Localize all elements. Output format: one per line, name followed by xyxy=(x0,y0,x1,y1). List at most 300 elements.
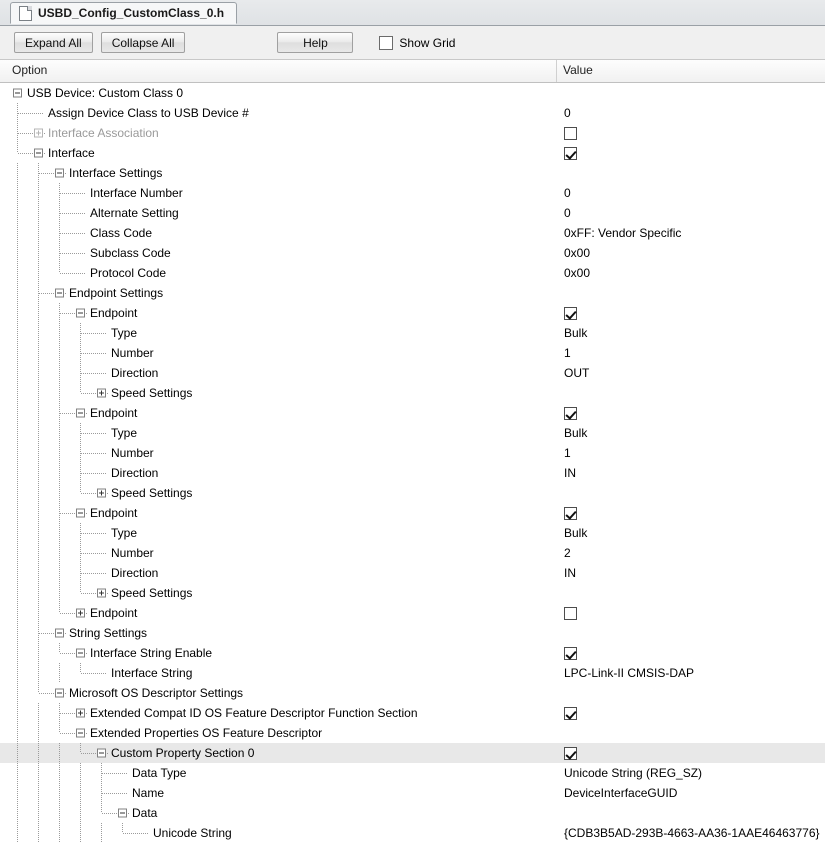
tree-row-option-cell[interactable] xyxy=(0,823,557,843)
tree-row-option-cell[interactable] xyxy=(0,163,557,183)
tree-row[interactable] xyxy=(0,743,825,763)
tree-guide-line xyxy=(60,233,86,234)
tree-row[interactable] xyxy=(0,223,825,243)
show-grid-checkbox[interactable] xyxy=(379,36,455,50)
value-text: OUT xyxy=(564,366,590,380)
collapse-icon[interactable] xyxy=(55,689,64,698)
tree-guide-line xyxy=(17,323,18,343)
tree-guide-line xyxy=(38,563,39,583)
value-text: Bulk xyxy=(564,326,588,340)
tree-guide-line xyxy=(38,683,39,693)
tree-guide-line xyxy=(59,763,60,783)
tree-row[interactable] xyxy=(0,463,825,483)
tree-guide-line xyxy=(81,673,107,674)
tree-row-value-cell[interactable] xyxy=(557,403,825,423)
value-text: Bulk xyxy=(564,526,588,540)
tree-guide-line xyxy=(80,383,81,393)
tree-guide-line xyxy=(38,263,39,283)
collapse-icon[interactable] xyxy=(76,729,85,738)
tree-guide-line xyxy=(17,803,18,823)
tree-guide-line xyxy=(59,663,60,683)
tree-row[interactable] xyxy=(0,523,825,543)
tree-row-option-cell[interactable] xyxy=(0,383,557,403)
tree-row-option-cell[interactable] xyxy=(0,323,557,343)
tree-guide-line xyxy=(17,723,18,743)
collapse-icon[interactable] xyxy=(55,169,64,178)
value-text: 2 xyxy=(564,546,571,560)
tree-row-option-cell[interactable] xyxy=(0,463,557,483)
tree-guide-line xyxy=(38,503,39,523)
tree-guide-line xyxy=(17,603,18,623)
tree-guide-line xyxy=(80,783,81,803)
tree-guide-line xyxy=(38,383,39,403)
tree-guide-line xyxy=(38,803,39,823)
collapse-all-button[interactable]: Collapse All xyxy=(101,32,186,53)
tree-row[interactable] xyxy=(0,563,825,583)
tree-row-label: Interface String xyxy=(111,666,193,680)
tree-guide-line xyxy=(17,203,18,223)
tree-row[interactable] xyxy=(0,123,825,143)
collapse-icon[interactable] xyxy=(118,809,127,818)
tree-row-value-cell[interactable] xyxy=(557,303,825,323)
tree-row-option-cell[interactable] xyxy=(0,183,557,203)
tree-row-label: Number xyxy=(111,446,154,460)
tree-row-option-cell[interactable] xyxy=(0,503,557,523)
tree-row-label: Assign Device Class to USB Device # xyxy=(48,106,249,120)
tree-row-value-cell[interactable] xyxy=(557,623,825,643)
tree-guide-line xyxy=(60,273,86,274)
tree-row-option-cell[interactable] xyxy=(0,103,557,123)
expand-icon[interactable] xyxy=(76,609,85,618)
tree-row-option-cell[interactable] xyxy=(0,803,557,823)
value-text: 0 xyxy=(564,206,571,220)
tree-guide-line xyxy=(38,703,39,723)
tree-row-label: Endpoint xyxy=(90,606,138,620)
tree-guide-line xyxy=(81,533,107,534)
tree-row-value-cell[interactable] xyxy=(557,483,825,503)
tree-row-option-cell[interactable] xyxy=(0,643,557,663)
tree-guide-line xyxy=(17,463,18,483)
tree-row[interactable] xyxy=(0,303,825,323)
tree-row-value-cell[interactable] xyxy=(557,443,825,463)
tree-row[interactable] xyxy=(0,663,825,683)
tree-row[interactable] xyxy=(0,103,825,123)
tree-row-label: Endpoint xyxy=(90,306,138,320)
tree-row[interactable] xyxy=(0,703,825,723)
tree-guide-line xyxy=(17,143,18,153)
tree-guide-line xyxy=(59,783,60,803)
help-button[interactable]: Help xyxy=(277,32,353,53)
value-text: LPC-Link-II CMSIS-DAP xyxy=(564,666,695,680)
value-checkbox[interactable] xyxy=(564,607,577,620)
tree-row-value-cell[interactable] xyxy=(557,783,825,803)
expand-icon[interactable] xyxy=(97,489,106,498)
tree-row-value-cell[interactable] xyxy=(557,583,825,603)
tree-guide-line xyxy=(38,663,39,683)
tree-guide-line xyxy=(123,833,149,834)
value-checkbox[interactable] xyxy=(564,407,577,420)
tree-guide-line xyxy=(59,323,60,343)
tree-guide-line xyxy=(59,343,60,363)
tree-row-option-cell[interactable] xyxy=(0,623,557,643)
tree-row-value-cell[interactable] xyxy=(557,523,825,543)
tree-row-value-cell[interactable] xyxy=(557,263,825,283)
tree-guide-line xyxy=(38,423,39,443)
tree-guide-line xyxy=(59,563,60,583)
tree-guide-line xyxy=(17,703,18,723)
tree-row[interactable] xyxy=(0,343,825,363)
tree-guide-line xyxy=(17,263,18,283)
tree-guide-line xyxy=(60,253,86,254)
value-text: 0 xyxy=(564,106,571,120)
tree-guide-line xyxy=(59,443,60,463)
tree-guide-line xyxy=(17,303,18,323)
tree-guide-line xyxy=(17,563,18,583)
tree-row-value-cell[interactable] xyxy=(557,803,825,823)
tree-guide-line xyxy=(17,583,18,603)
tree-row-label: Subclass Code xyxy=(90,246,171,260)
collapse-icon[interactable] xyxy=(34,149,43,158)
tree-guide-line xyxy=(59,823,60,843)
tree-row-value-cell[interactable] xyxy=(557,363,825,383)
tree-guide-line xyxy=(18,113,44,114)
tree-guide-line xyxy=(81,473,107,474)
tree-guide-line xyxy=(17,623,18,643)
tab-label: USBD_Config_CustomClass_0.h xyxy=(38,6,225,20)
tree-row-option-cell[interactable] xyxy=(0,703,557,723)
tree-guide-line xyxy=(102,793,128,794)
tree-guide-line xyxy=(38,323,39,343)
tab-usbd-config-customclass[interactable] xyxy=(10,2,237,24)
collapse-icon[interactable] xyxy=(55,629,64,638)
tree-row-value-cell[interactable] xyxy=(557,763,825,783)
tree-row[interactable] xyxy=(0,283,825,303)
tree-guide-line xyxy=(59,523,60,543)
value-text: 0x00 xyxy=(564,266,591,280)
tree-row-value-cell[interactable] xyxy=(557,283,825,303)
tree-row-option-cell[interactable] xyxy=(0,563,557,583)
tree-guide-line xyxy=(59,363,60,383)
tab-strip xyxy=(0,0,825,26)
value-checkbox[interactable] xyxy=(564,647,577,660)
tree-guide-line xyxy=(80,743,81,753)
tree-row-value-cell[interactable] xyxy=(557,343,825,363)
tree-row-value-cell[interactable] xyxy=(557,703,825,723)
tree-row-option-cell[interactable] xyxy=(0,543,557,563)
tree-row-label: Name xyxy=(132,786,165,800)
value-checkbox[interactable] xyxy=(564,747,577,760)
tree-row-label: Speed Settings xyxy=(111,386,193,400)
tree-row-label: Alternate Setting xyxy=(90,206,179,220)
tree-row-label: Custom Property Section 0 xyxy=(111,746,255,760)
tree-row[interactable] xyxy=(0,263,825,283)
tree-row[interactable] xyxy=(0,583,825,603)
tree-row-option-cell[interactable] xyxy=(0,83,557,103)
expand-all-button[interactable]: Expand All xyxy=(14,32,93,53)
tree-guide-line xyxy=(17,783,18,803)
value-checkbox[interactable] xyxy=(564,707,577,720)
checkbox-icon[interactable] xyxy=(379,36,393,50)
tree-row-label: USB Device: Custom Class 0 xyxy=(27,86,184,100)
tree-guide-line xyxy=(59,423,60,443)
tree-row[interactable] xyxy=(0,443,825,463)
tree-guide-line xyxy=(17,283,18,303)
tree-guide-line xyxy=(17,343,18,363)
tree-row-value-cell[interactable] xyxy=(557,203,825,223)
expand-icon[interactable] xyxy=(76,709,85,718)
tree-row-label: Type xyxy=(111,526,138,540)
tree-guide-line xyxy=(60,193,86,194)
tree-row[interactable] xyxy=(0,383,825,403)
tree-row[interactable] xyxy=(0,323,825,343)
tree-row-option-cell[interactable] xyxy=(0,403,557,423)
value-text: Bulk xyxy=(564,426,588,440)
tree-guide-line xyxy=(101,803,102,813)
tree-guide-line xyxy=(17,743,18,763)
tree-row-label: Data xyxy=(132,806,158,820)
value-text: {CDB3B5AD-293B-4663-AA36-1AAE46463776} xyxy=(564,826,820,840)
tree-guide-line xyxy=(81,433,107,434)
tree-guide-line xyxy=(17,483,18,503)
tree-guide-line xyxy=(38,343,39,363)
tree-row-label: String Settings xyxy=(69,626,148,640)
tree-row-option-cell[interactable] xyxy=(0,583,557,603)
tree-row[interactable] xyxy=(0,83,825,103)
tree-guide-line xyxy=(17,543,18,563)
tree-guide-line xyxy=(81,573,107,574)
tree-guide-line xyxy=(38,783,39,803)
tree-guide-line xyxy=(122,823,123,833)
tree-row[interactable] xyxy=(0,243,825,263)
value-text: 0 xyxy=(564,186,571,200)
tree-row-option-cell[interactable] xyxy=(0,263,557,283)
tree-row[interactable] xyxy=(0,723,825,743)
tree-row-value-cell[interactable] xyxy=(557,723,825,743)
tree-row-label: Endpoint xyxy=(90,406,138,420)
tree-row-option-cell[interactable] xyxy=(0,303,557,323)
tree-guide-line xyxy=(38,523,39,543)
collapse-icon[interactable] xyxy=(13,89,22,98)
tree-guide-line xyxy=(81,333,107,334)
tree-guide-line xyxy=(38,483,39,503)
tree-row-value-cell[interactable] xyxy=(557,683,825,703)
tree-row-option-cell[interactable] xyxy=(0,283,557,303)
expand-icon[interactable] xyxy=(97,389,106,398)
tree-row[interactable] xyxy=(0,143,825,163)
tree-guide-line xyxy=(59,603,60,613)
tree-row-value-cell[interactable] xyxy=(557,503,825,523)
tree-row[interactable] xyxy=(0,763,825,783)
tree-row-option-cell[interactable] xyxy=(0,203,557,223)
tree-guide-line xyxy=(38,403,39,423)
tree-row-option-cell[interactable] xyxy=(0,783,557,803)
tree-guide-line xyxy=(17,443,18,463)
tree-row-label: Type xyxy=(111,326,138,340)
tree-row[interactable] xyxy=(0,203,825,223)
tree-row-option-cell[interactable] xyxy=(0,343,557,363)
tree-row-value-cell[interactable] xyxy=(557,463,825,483)
tree-row-option-cell[interactable] xyxy=(0,223,557,243)
tree-guide-line xyxy=(59,483,60,503)
tree-row-value-cell[interactable] xyxy=(557,243,825,263)
value-checkbox[interactable] xyxy=(564,507,577,520)
value-text: 0xFF: Vendor Specific xyxy=(564,226,682,240)
tree-row-option-cell[interactable] xyxy=(0,143,557,163)
tree-row-label: Class Code xyxy=(90,226,153,240)
tree-guide-line xyxy=(80,483,81,493)
tree-row[interactable] xyxy=(0,803,825,823)
tree-row-value-cell[interactable] xyxy=(557,823,825,843)
tree-guide-line xyxy=(17,403,18,423)
document-icon xyxy=(19,6,32,21)
tree-row-label: Speed Settings xyxy=(111,586,193,600)
column-header-option[interactable]: Option xyxy=(0,60,557,82)
tree-row-option-cell[interactable] xyxy=(0,123,557,143)
tree-guide-line xyxy=(38,223,39,243)
collapse-icon[interactable] xyxy=(76,309,85,318)
tree-row-option-cell[interactable] xyxy=(0,363,557,383)
tree-guide-line xyxy=(17,423,18,443)
tree-row-label: Interface Settings xyxy=(69,166,163,180)
tree-guide-line xyxy=(17,523,18,543)
tree-guide-line xyxy=(38,603,39,623)
value-checkbox[interactable] xyxy=(564,127,577,140)
tree-guide-line xyxy=(17,243,18,263)
tree-row-option-cell[interactable] xyxy=(0,723,557,743)
tree-row-value-cell[interactable] xyxy=(557,383,825,403)
tree-row-value-cell[interactable] xyxy=(557,423,825,443)
tree-row[interactable] xyxy=(0,363,825,383)
tree-guide-line xyxy=(17,643,18,663)
tree-row-value-cell[interactable] xyxy=(557,663,825,683)
tree-guide-line xyxy=(17,163,18,183)
tree-guide-line xyxy=(59,463,60,483)
tree-guide-line xyxy=(38,643,39,663)
tree-guide-line xyxy=(59,583,60,603)
tree-row[interactable] xyxy=(0,183,825,203)
tree-row-label: Protocol Code xyxy=(90,266,167,280)
collapse-icon[interactable] xyxy=(76,509,85,518)
tree-guide-line xyxy=(80,663,81,673)
value-text: IN xyxy=(564,566,576,580)
value-text: 1 xyxy=(564,346,571,360)
expand-icon[interactable] xyxy=(34,129,43,138)
tree-guide-line xyxy=(38,743,39,763)
tree-row-label: Speed Settings xyxy=(111,486,193,500)
tree-row-label: Data Type xyxy=(132,766,187,780)
tree-row-option-cell[interactable] xyxy=(0,743,557,763)
tree-row[interactable] xyxy=(0,403,825,423)
tree-row[interactable] xyxy=(0,643,825,663)
tree-guide-line xyxy=(17,183,18,203)
tree-row-label: Microsoft OS Descriptor Settings xyxy=(69,686,244,700)
tree-row-option-cell[interactable] xyxy=(0,483,557,503)
tree-guide-line xyxy=(38,463,39,483)
tree-row[interactable] xyxy=(0,603,825,623)
tree-row-value-cell[interactable] xyxy=(557,163,825,183)
tree-row-label: Interface Association xyxy=(48,126,159,140)
tree-row[interactable] xyxy=(0,823,825,843)
tree-row-option-cell[interactable] xyxy=(0,443,557,463)
tree-guide-line xyxy=(17,823,18,843)
tree-guide-line xyxy=(38,243,39,263)
value-text: 1 xyxy=(564,446,571,460)
tree-row-label: Extended Compat ID OS Feature Descriptor Function Section xyxy=(90,706,418,720)
toolbar xyxy=(0,26,825,60)
tree-row-option-cell[interactable] xyxy=(0,763,557,783)
tree-guide-line xyxy=(59,383,60,403)
tree-row-label: Endpoint xyxy=(90,506,138,520)
value-text: DeviceInterfaceGUID xyxy=(564,786,678,800)
tree-row[interactable] xyxy=(0,783,825,803)
tree-row-value-cell[interactable] xyxy=(557,183,825,203)
tree-row[interactable] xyxy=(0,503,825,523)
tree-row-value-cell[interactable] xyxy=(557,223,825,243)
tree-row-value-cell[interactable] xyxy=(557,643,825,663)
value-checkbox[interactable] xyxy=(564,307,577,320)
tree-guide-line xyxy=(80,803,81,823)
tree-row-option-cell[interactable] xyxy=(0,683,557,703)
tree-guide-line xyxy=(38,823,39,843)
tree-row-option-cell[interactable] xyxy=(0,243,557,263)
show-grid-label: Show Grid xyxy=(399,35,456,50)
tree-row-label: Unicode String xyxy=(153,826,232,840)
column-header-value[interactable]: Value xyxy=(563,63,593,77)
tree-row-label: Interface xyxy=(48,146,95,160)
tree-row-option-cell[interactable] xyxy=(0,663,557,683)
tree-row-value-cell[interactable] xyxy=(557,143,825,163)
tree-row[interactable] xyxy=(0,423,825,443)
tree-guide-line xyxy=(80,763,81,783)
tree-guide-line xyxy=(59,643,60,653)
tree-guide-line xyxy=(59,723,60,733)
expand-icon[interactable] xyxy=(97,589,106,598)
value-checkbox[interactable] xyxy=(564,147,577,160)
tree-row-option-cell[interactable] xyxy=(0,423,557,443)
tree-row[interactable] xyxy=(0,543,825,563)
tree-row[interactable] xyxy=(0,483,825,503)
tree-guide-line xyxy=(38,203,39,223)
tree-guide-line xyxy=(59,543,60,563)
tree-row-label: Direction xyxy=(111,366,159,380)
collapse-icon[interactable] xyxy=(97,749,106,758)
tree-row-value-cell[interactable] xyxy=(557,123,825,143)
collapse-icon[interactable] xyxy=(76,649,85,658)
tree-guide-line xyxy=(80,823,81,843)
collapse-icon[interactable] xyxy=(76,409,85,418)
tree-row-value-cell[interactable] xyxy=(557,323,825,343)
tree-row-value-cell[interactable] xyxy=(557,563,825,583)
tree-row-value-cell[interactable] xyxy=(557,103,825,123)
tree-guide-line xyxy=(38,583,39,603)
tree-guide-line xyxy=(102,773,128,774)
collapse-icon[interactable] xyxy=(55,289,64,298)
tree-row[interactable] xyxy=(0,163,825,183)
tree-guide-line xyxy=(59,803,60,823)
tree-row-option-cell[interactable] xyxy=(0,603,557,623)
tree-row-value-cell[interactable] xyxy=(557,603,825,623)
tree-guide-line xyxy=(38,723,39,743)
tree-row-value-cell[interactable] xyxy=(557,543,825,563)
tree-guide-line xyxy=(17,503,18,523)
tree-row[interactable] xyxy=(0,683,825,703)
tree-row-option-cell[interactable] xyxy=(0,523,557,543)
tree-row-label: Direction xyxy=(111,466,159,480)
tree-row[interactable] xyxy=(0,623,825,643)
tree-row-value-cell[interactable] xyxy=(557,743,825,763)
tree-guide-line xyxy=(17,363,18,383)
tree-row-value-cell[interactable] xyxy=(557,83,825,103)
